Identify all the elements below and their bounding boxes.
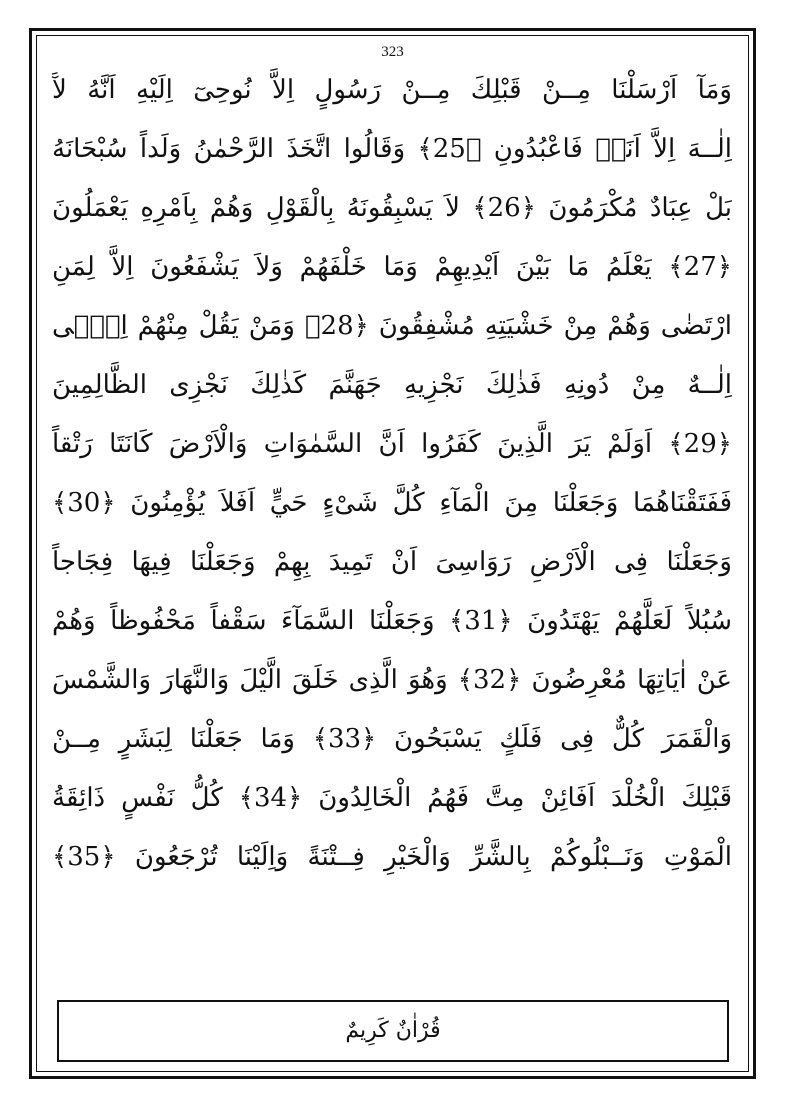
text-line-5: ارْتَضٰى وَهُمْ مِنْ خَشْيَتِهِ مُشْفِقُونَ ﴿28﴾ وَمَنْ يَقُلْ مِنْهُمْ اِنّٖى <box>52 311 732 341</box>
text-line-7: ﴿29﴾ اَوَلَمْ يَرَ الَّذِينَ كَفَرُوا اَنَّ السَّمٰوَاتِ وَالْاَرْضَ كَانَتَا رَتْقاً <box>52 429 732 459</box>
text-line-9: وَجَعَلْنَا فِى الْاَرْضِ رَوَاسِىَ اَنْ تَمِيدَ بِهِمْ وَجَعَلْنَا فِيهَا فِجَاجاً <box>52 547 732 577</box>
text-line-8: فَفَتَقْنَاهُمَا وَجَعَلْنَا مِنَ الْمَآءِ كُلَّ شَىْءٍ حَيٍّ اَفَلاَ يُؤْمِنُونَ ﴿30﴾ <box>52 488 732 518</box>
text-line-13: قَبْلِكَ الْخُلْدَ اَفَائِنْ مِتَّ فَهُمُ الْخَالِدُونَ ﴿34﴾ كُلُّ نَفْسٍ ذَائِقَةُ <box>52 783 732 813</box>
footer-title: قُرْاٰنٌ كَرِيمٌ <box>345 1018 441 1043</box>
text-line-10: سُبُلاً لَعَلَّهُمْ يَهْتَدُونَ ﴿31﴾ وَجَعَلْنَا السَّمَآءَ سَقْفاً مَحْفُوظاً وَهُمْ <box>52 606 732 636</box>
quran-text-body <box>52 62 732 892</box>
text-line-11: عَنْ اٰيَاتِهَا مُعْرِضُونَ ﴿32﴾ وَهُوَ الَّذِى خَلَقَ الَّيْلَ وَالنَّهَارَ وَالشَّمْسَ <box>52 665 732 695</box>
text-line-12: وَالْقَمَرَ كُلٌّ فِى فَلَكٍ يَسْبَحُونَ ﴿33﴾ وَمَا جَعَلْنَا لِبَشَرٍ مِــنْ <box>52 724 732 754</box>
text-line-14: الْمَوْتِ وَنَــبْلُوكُمْ بِالشَّرِّ وَالْخَيْرِ فِــتْنَةً وَاِلَيْنَا تُرْجَعُونَ ﴿35﴾ <box>52 842 732 872</box>
text-line-2: اِلٰــهَ اِلاَّ اَنَا۬ فَاعْبُدُونِ ﴿25﴾ وَقَالُوا اتَّخَذَ الرَّحْمٰنُ وَلَداً سُبْحَانَهُ <box>52 134 732 164</box>
text-line-3: بَلْ عِبَادٌ مُكْرَمُونَ ﴿26﴾ لاَ يَسْبِقُونَهُ بِالْقَوْلِ وَهُمْ بِاَمْرِهِ يَعْمَلُونَ <box>52 193 732 223</box>
text-line-1: وَمَآ اَرْسَلْنَا مِــنْ قَبْلِكَ مِــنْ رَسُولٍ اِلاَّ نُوحِىٓ اِلَيْهِ اَنَّهُ لآَ <box>52 75 732 105</box>
text-line-4: ﴿27﴾ يَعْلَمُ مَا بَيْنَ اَيْدِيهِمْ وَمَا خَلْفَهُمْ وَلاَ يَشْفَعُونَ اِلاَّ لِمَنِ <box>52 252 732 282</box>
text-line-6: اِلٰــهٌ مِنْ دُونِهِ فَذٰلِكَ نَجْزِيهِ جَهَنَّمَ كَذٰلِكَ نَجْزِى الظَّالِمِينَ <box>52 370 732 400</box>
footer-box <box>57 1000 729 1062</box>
page-number: 323 <box>381 44 404 60</box>
